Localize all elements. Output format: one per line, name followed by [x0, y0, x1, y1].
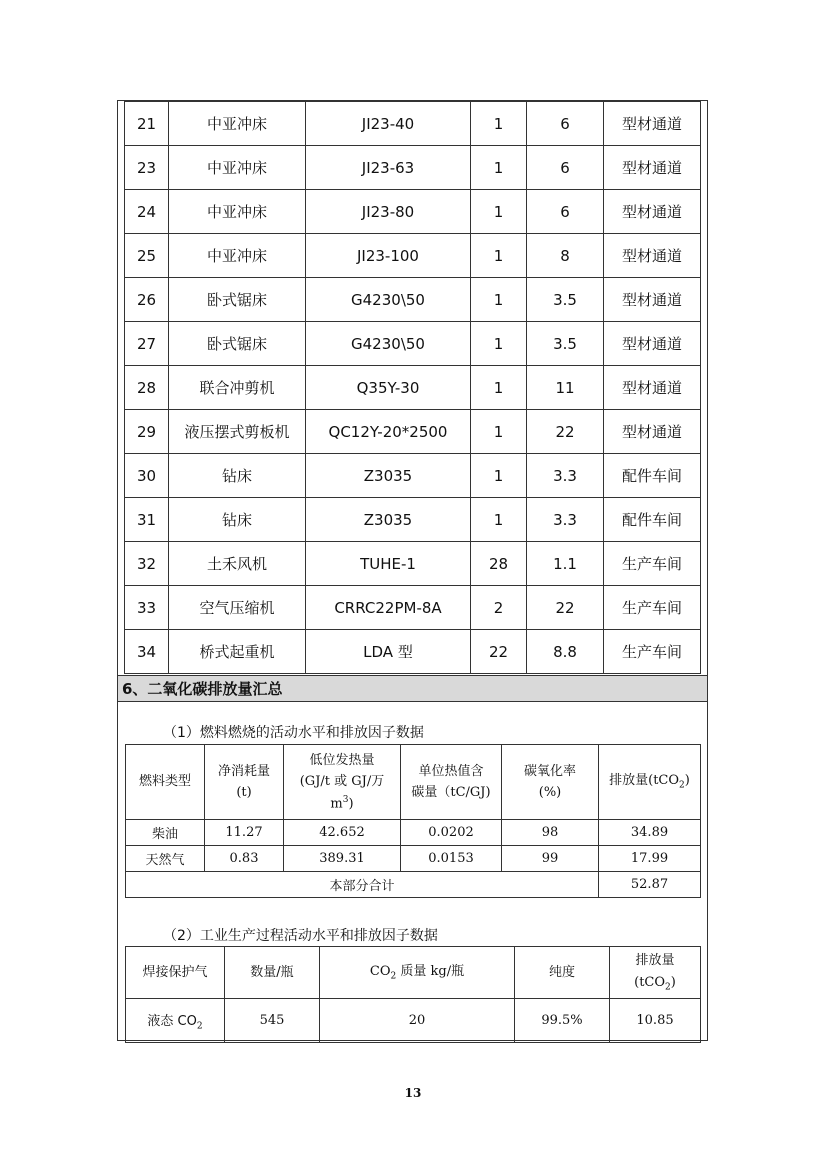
cell-location: 型材通道 [604, 278, 701, 322]
process-table [125, 946, 701, 1043]
cell-power: 3.3 [527, 498, 604, 542]
process-caption: （2）工业生产过程活动水平和排放因子数据 [163, 928, 438, 944]
fuel-total-value: 52.87 [599, 872, 701, 898]
cell-location: 配件车间 [604, 498, 701, 542]
fuel-header-row [126, 745, 701, 820]
cell-qty: 22 [471, 630, 527, 674]
cell-power: 3.5 [527, 322, 604, 366]
cell-location: 生产车间 [604, 542, 701, 586]
cell-name: 卧式锯床 [169, 322, 306, 366]
cell-name: 中亚冲床 [169, 234, 306, 278]
section-title: 6、二氧化碳排放量汇总 [118, 675, 707, 702]
table-row [125, 322, 701, 366]
cell-name: 中亚冲床 [169, 102, 306, 146]
cell-name: 液压摆式剪板机 [169, 410, 306, 454]
cell-model: JI23-63 [306, 146, 471, 190]
page-number: 13 [404, 1086, 422, 1100]
cell-power: 3.5 [527, 278, 604, 322]
fuel-total-label: 本部分合计 [126, 872, 599, 898]
table-row [125, 454, 701, 498]
cell-qty: 1 [471, 190, 527, 234]
cell-name: 中亚冲床 [169, 146, 306, 190]
fuel-total-row [126, 872, 701, 898]
cell-location: 生产车间 [604, 630, 701, 674]
cell-location: 型材通道 [604, 234, 701, 278]
cell-qty: 1 [471, 366, 527, 410]
cell-no: 30 [125, 454, 169, 498]
cell-model: Z3035 [306, 498, 471, 542]
table-row [125, 366, 701, 410]
cell-power: 22 [527, 586, 604, 630]
cell-no: 23 [125, 146, 169, 190]
cell-model: Z3035 [306, 454, 471, 498]
cell-qty: 2 [471, 586, 527, 630]
cell-no: 31 [125, 498, 169, 542]
cell-name: 桥式起重机 [169, 630, 306, 674]
table-row [125, 278, 701, 322]
fuel-header-emission: 排放量(tCO$_2$) [599, 745, 701, 820]
fuel-row: 柴油 11.27 42.652 0.0202 98 34.89 [126, 820, 701, 846]
cell-model: JI23-80 [306, 190, 471, 234]
cell-name: 土禾风机 [169, 542, 306, 586]
cell-model: CRRC22PM-8A [306, 586, 471, 630]
cell-power: 11 [527, 366, 604, 410]
cell-power: 1.1 [527, 542, 604, 586]
equipment-table [124, 101, 701, 674]
cell-model: LDA 型 [306, 630, 471, 674]
cell-qty: 1 [471, 102, 527, 146]
cell-power: 6 [527, 102, 604, 146]
cell-location: 型材通道 [604, 146, 701, 190]
cell-qty: 1 [471, 454, 527, 498]
cell-no: 34 [125, 630, 169, 674]
fuel-header-type: 燃料类型 [126, 745, 205, 820]
cell-name: 中亚冲床 [169, 190, 306, 234]
cell-no: 28 [125, 366, 169, 410]
process-header-row [126, 947, 701, 999]
cell-no: 29 [125, 410, 169, 454]
cell-qty: 1 [471, 234, 527, 278]
table-row [125, 146, 701, 190]
cell-model: G4230\50 [306, 322, 471, 366]
cell-power: 8.8 [527, 630, 604, 674]
cell-location: 配件车间 [604, 454, 701, 498]
process-header-gas: 焊接保护气 [126, 947, 225, 999]
cell-no: 21 [125, 102, 169, 146]
cell-location: 型材通道 [604, 410, 701, 454]
cell-name: 钻床 [169, 454, 306, 498]
cell-location: 型材通道 [604, 322, 701, 366]
cell-name: 卧式锯床 [169, 278, 306, 322]
table-row [125, 234, 701, 278]
cell-location: 生产车间 [604, 586, 701, 630]
table-row [125, 190, 701, 234]
cell-power: 3.3 [527, 454, 604, 498]
table-row [125, 542, 701, 586]
cell-no: 25 [125, 234, 169, 278]
cell-power: 6 [527, 190, 604, 234]
fuel-caption: （1）燃料燃烧的活动水平和排放因子数据 [163, 725, 424, 741]
table-row [125, 630, 701, 674]
cell-power: 6 [527, 146, 604, 190]
cell-qty: 1 [471, 410, 527, 454]
cell-model: TUHE-1 [306, 542, 471, 586]
cell-model: Q35Y-30 [306, 366, 471, 410]
cell-qty: 28 [471, 542, 527, 586]
cell-no: 26 [125, 278, 169, 322]
cell-name: 钻床 [169, 498, 306, 542]
process-row: 液态 $CO_2$ 545 20 99.5% 10.85 [126, 999, 701, 1043]
cell-qty: 1 [471, 498, 527, 542]
process-header-emission: 排放量 (tCO$_2$) [610, 947, 701, 999]
cell-location: 型材通道 [604, 190, 701, 234]
cell-qty: 1 [471, 146, 527, 190]
cell-no: 33 [125, 586, 169, 630]
cell-power: 8 [527, 234, 604, 278]
fuel-header-carbon: 单位热值含 碳量（tC/GJ) [401, 745, 502, 820]
table-row [125, 586, 701, 630]
fuel-table [125, 744, 701, 898]
table-row [125, 102, 701, 146]
fuel-row: 天然气 0.83 389.31 0.0153 99 17.99 [126, 846, 701, 872]
cell-location: 型材通道 [604, 102, 701, 146]
cell-location: 型材通道 [604, 366, 701, 410]
cell-model: JI23-40 [306, 102, 471, 146]
process-header-mass: $CO_2$ 质量 kg/瓶 [320, 947, 515, 999]
process-header-purity: 纯度 [515, 947, 610, 999]
cell-no: 24 [125, 190, 169, 234]
cell-no: 32 [125, 542, 169, 586]
cell-name: 空气压缩机 [169, 586, 306, 630]
cell-model: JI23-100 [306, 234, 471, 278]
cell-no: 27 [125, 322, 169, 366]
fuel-header-ncv: 低位发热量 (GJ/t 或 GJ/万 $m^3$) [284, 745, 401, 820]
process-header-count: 数量/瓶 [225, 947, 320, 999]
cell-qty: 1 [471, 278, 527, 322]
cell-power: 22 [527, 410, 604, 454]
cell-model: QC12Y-20*2500 [306, 410, 471, 454]
table-row [125, 410, 701, 454]
cell-model: G4230\50 [306, 278, 471, 322]
table-row [125, 498, 701, 542]
fuel-header-consumption: 净消耗量 (t) [205, 745, 284, 820]
fuel-header-oxidation: 碳氧化率 (%) [502, 745, 599, 820]
cell-name: 联合冲剪机 [169, 366, 306, 410]
cell-qty: 1 [471, 322, 527, 366]
